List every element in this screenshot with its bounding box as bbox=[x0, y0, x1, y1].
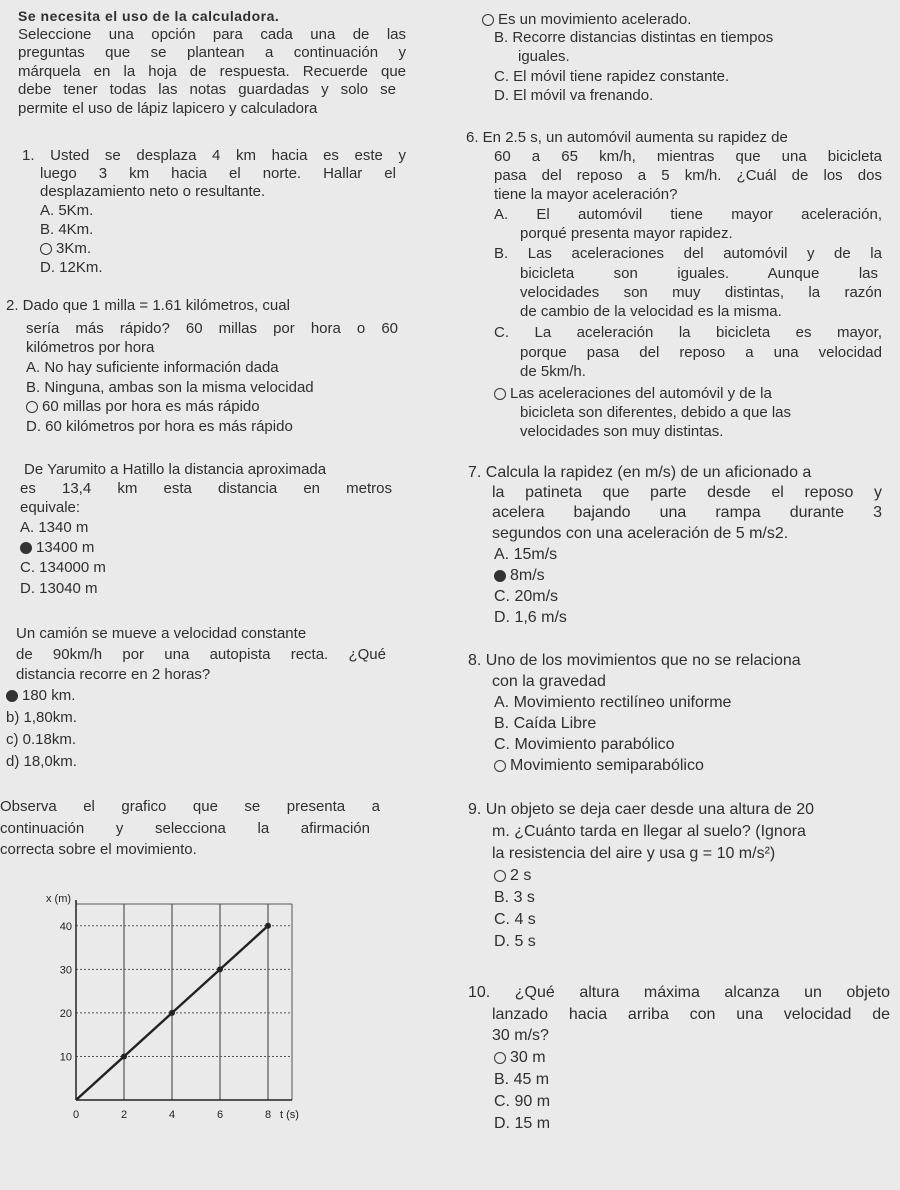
question-9-text: 9. Un objeto se deja caer desde una altura de 20 bbox=[468, 801, 815, 818]
selected-answer-mark-icon bbox=[494, 760, 506, 772]
q2-option-a[interactable]: A. No hay suficiente información dada bbox=[26, 359, 279, 376]
q10-option-a[interactable] bbox=[494, 1048, 546, 1067]
question-10-text: 10. ¿Qué altura máxima alcanza un objeto bbox=[468, 984, 890, 1001]
instructions-line: permite el uso de lápiz lapicero y calculadora bbox=[18, 100, 318, 117]
q8-option-a[interactable]: A. Movimiento rectilíneo uniforme bbox=[494, 694, 732, 711]
question-10-text: lanzado hacia arriba con una velocidad de bbox=[492, 1006, 890, 1023]
q10-option-c[interactable]: C. 90 m bbox=[494, 1093, 551, 1110]
question-1-text: luego 3 km hacia el norte. Hallar el bbox=[40, 165, 396, 182]
y-tick-label: 20 bbox=[59, 1007, 72, 1020]
selected-answer-mark-icon bbox=[494, 388, 506, 400]
q3-option-a[interactable]: A. 1340 m bbox=[20, 519, 89, 536]
q2-option-c[interactable] bbox=[26, 397, 260, 416]
q3-option-d[interactable]: D. 13040 m bbox=[20, 580, 98, 597]
q5-option-d[interactable]: D. El móvil va frenando. bbox=[494, 87, 654, 104]
question-6-text: tiene la mayor aceleración? bbox=[494, 186, 678, 203]
position-time-chart bbox=[40, 870, 340, 1150]
option-text: 2 s bbox=[510, 867, 532, 884]
instructions-line: preguntas que se plantean a continuación y bbox=[18, 44, 406, 61]
q9-option-b[interactable]: B. 3 s bbox=[494, 889, 535, 906]
option-text: Movimiento semiparabólico bbox=[510, 757, 704, 774]
q6-option-b-cont: velocidades son muy distintas, la razón bbox=[520, 284, 882, 301]
instructions-line: Seleccione una opción para cada una de las bbox=[18, 26, 406, 43]
option-text: 8m/s bbox=[510, 567, 545, 584]
q6-option-a-cont: porqué presenta mayor rapidez. bbox=[520, 225, 733, 242]
q6-option-b-cont: bicicleta son iguales. Aunque las bbox=[520, 265, 878, 282]
data-point bbox=[265, 923, 271, 929]
q2-option-d[interactable]: D. 60 kilómetros por hora es más rápido bbox=[26, 418, 293, 435]
option-text: 180 km. bbox=[22, 687, 76, 704]
q10-option-d[interactable]: D. 15 m bbox=[494, 1115, 551, 1132]
selected-answer-mark-icon bbox=[494, 570, 506, 582]
q1-option-a[interactable]: A. 5Km. bbox=[40, 202, 94, 219]
question-5-text: Observa el grafico que se presenta a bbox=[0, 798, 380, 815]
option-text: 30 m bbox=[510, 1049, 546, 1066]
question-10-text: 30 m/s? bbox=[492, 1027, 549, 1044]
question-8-text: 8. Uno de los movimientos que no se relaciona bbox=[468, 652, 801, 669]
y-tick-label: 30 bbox=[59, 964, 72, 977]
option-text: Las aceleraciones del automóvil y de la bbox=[510, 385, 772, 402]
q4-option-c[interactable]: c) 0.18km. bbox=[6, 731, 77, 748]
q6-option-b-cont: de cambio de la velocidad es la misma. bbox=[520, 303, 782, 320]
instructions-line: márquela en la hoja de respuesta. Recuerde que bbox=[18, 63, 406, 80]
selected-answer-mark-icon bbox=[494, 870, 506, 882]
option-text: 60 millas por hora es más rápido bbox=[42, 398, 260, 415]
x-tick-label: 4 bbox=[168, 1109, 176, 1121]
q1-option-d[interactable]: D. 12Km. bbox=[40, 259, 103, 276]
question-4-text: de 90km/h por una autopista recta. ¿Qué bbox=[16, 646, 386, 663]
q6-option-a[interactable]: A. El automóvil tiene mayor aceleración, bbox=[494, 206, 882, 223]
q6-option-c[interactable]: C. La aceleración la bicicleta es mayor, bbox=[494, 324, 882, 341]
q7-option-b[interactable] bbox=[494, 566, 545, 585]
question-2-text: kilómetros por hora bbox=[26, 339, 155, 356]
x-tick-label: 6 bbox=[216, 1109, 224, 1121]
question-2-text: sería más rápido? 60 millas por hora o 60 bbox=[26, 320, 398, 337]
q6-option-d-cont: velocidades son muy distintas. bbox=[520, 423, 724, 440]
q2-option-b[interactable]: B. Ninguna, ambas son la misma velocidad bbox=[26, 379, 314, 396]
q9-option-a[interactable] bbox=[494, 866, 531, 885]
q7-option-c[interactable]: C. 20m/s bbox=[494, 588, 559, 605]
question-1-text: desplazamiento neto o resultante. bbox=[40, 183, 266, 200]
selected-answer-mark-icon bbox=[20, 542, 32, 554]
y-tick-label: 40 bbox=[59, 920, 72, 933]
question-7-text: segundos con una aceleración de 5 m/s2. bbox=[492, 525, 789, 542]
question-7-text: la patineta que parte desde el reposo y bbox=[492, 484, 882, 501]
q8-option-c[interactable]: C. Movimiento parabólico bbox=[494, 736, 675, 753]
question-4-text: Un camión se mueve a velocidad constante bbox=[16, 625, 307, 642]
selected-answer-mark-icon bbox=[40, 243, 52, 255]
data-point bbox=[217, 966, 223, 972]
q5-option-a[interactable] bbox=[482, 10, 691, 29]
question-1-text: 1. Usted se desplaza 4 km hacia es este y bbox=[22, 147, 406, 164]
x-tick-label: 0 bbox=[72, 1109, 80, 1121]
y-axis-label: x (m) bbox=[46, 893, 72, 905]
question-5-text: continuación y selecciona la afirmación bbox=[0, 820, 370, 837]
q6-option-d[interactable] bbox=[494, 384, 772, 403]
instructions-title: Se necesita el uso de la calculadora. bbox=[18, 8, 280, 24]
option-text: 13400 m bbox=[36, 539, 95, 556]
q5-option-b-cont: iguales. bbox=[518, 48, 570, 65]
q7-option-a[interactable]: A. 15m/s bbox=[494, 546, 558, 563]
q9-option-c[interactable]: C. 4 s bbox=[494, 911, 536, 928]
option-text: Es un movimiento acelerado. bbox=[498, 11, 692, 28]
data-point bbox=[169, 1010, 175, 1016]
question-3-text: es 13,4 km esta distancia en metros bbox=[20, 480, 392, 497]
selected-answer-mark-icon bbox=[494, 1052, 506, 1064]
q6-option-c-cont: de 5km/h. bbox=[520, 363, 586, 380]
q4-option-d[interactable]: d) 18,0km. bbox=[6, 753, 77, 770]
question-3-text: equivale: bbox=[20, 499, 81, 516]
option-text: 3Km. bbox=[56, 240, 92, 257]
data-point bbox=[121, 1053, 127, 1059]
y-tick-label: 10 bbox=[59, 1051, 72, 1064]
x-tick-label: 2 bbox=[120, 1109, 128, 1121]
question-2-text: 2. Dado que 1 milla = 1.61 kilómetros, cual bbox=[6, 297, 290, 314]
q5-option-c[interactable]: C. El móvil tiene rapidez constante. bbox=[494, 68, 730, 85]
question-6-text: 60 a 65 km/h, mientras que una bicicleta bbox=[494, 148, 882, 165]
x-tick-label: 8 bbox=[264, 1109, 272, 1121]
x-axis-label: t (s) bbox=[280, 1109, 299, 1121]
q9-option-d[interactable]: D. 5 s bbox=[494, 933, 536, 950]
question-7-text: acelera bajando una rampa durante 3 bbox=[492, 504, 882, 521]
question-4-text: distancia recorre en 2 horas? bbox=[16, 666, 211, 683]
q8-option-d[interactable] bbox=[494, 756, 704, 775]
question-3-text: De Yarumito a Hatillo la distancia aproximada bbox=[24, 461, 327, 478]
question-6-text: 6. En 2.5 s, un automóvil aumenta su rapidez de bbox=[466, 129, 788, 146]
q10-option-b[interactable]: B. 45 m bbox=[494, 1071, 550, 1088]
q4-option-a[interactable] bbox=[6, 686, 75, 705]
q1-option-c[interactable] bbox=[40, 239, 91, 258]
q3-option-c[interactable]: C. 134000 m bbox=[20, 559, 106, 576]
q6-option-c-cont: porque pasa del reposo a una velocidad bbox=[520, 344, 882, 361]
question-5-text: correcta sobre el movimiento. bbox=[0, 841, 197, 858]
question-9-text: la resistencia del aire y usa g = 10 m/s²) bbox=[492, 845, 776, 862]
q4-option-b[interactable]: b) 1,80km. bbox=[6, 709, 77, 726]
q6-option-d-cont: bicicleta son diferentes, debido a que las bbox=[520, 404, 792, 421]
q1-option-b[interactable]: B. 4Km. bbox=[40, 221, 94, 238]
selected-answer-mark-icon bbox=[6, 690, 18, 702]
question-6-text: pasa del reposo a 5 km/h. ¿Cuál de los dos bbox=[494, 167, 882, 184]
question-7-text: 7. Calcula la rapidez (en m/s) de un aficionado a bbox=[468, 464, 812, 481]
selected-answer-mark-icon bbox=[482, 14, 494, 26]
q5-option-b[interactable]: B. Recorre distancias distintas en tiempos bbox=[494, 29, 774, 46]
q8-option-b[interactable]: B. Caída Libre bbox=[494, 715, 597, 732]
q3-option-b[interactable] bbox=[20, 538, 94, 557]
question-8-text: con la gravedad bbox=[492, 673, 606, 690]
q6-option-b[interactable]: B. Las aceleraciones del automóvil y de la bbox=[494, 245, 882, 262]
q7-option-d[interactable]: D. 1,6 m/s bbox=[494, 609, 567, 626]
instructions-line: debe tener todas las notas guardadas y solo se bbox=[18, 81, 396, 98]
question-9-text: m. ¿Cuánto tarda en llegar al suelo? (Ignora bbox=[492, 823, 806, 840]
selected-answer-mark-icon bbox=[26, 401, 38, 413]
